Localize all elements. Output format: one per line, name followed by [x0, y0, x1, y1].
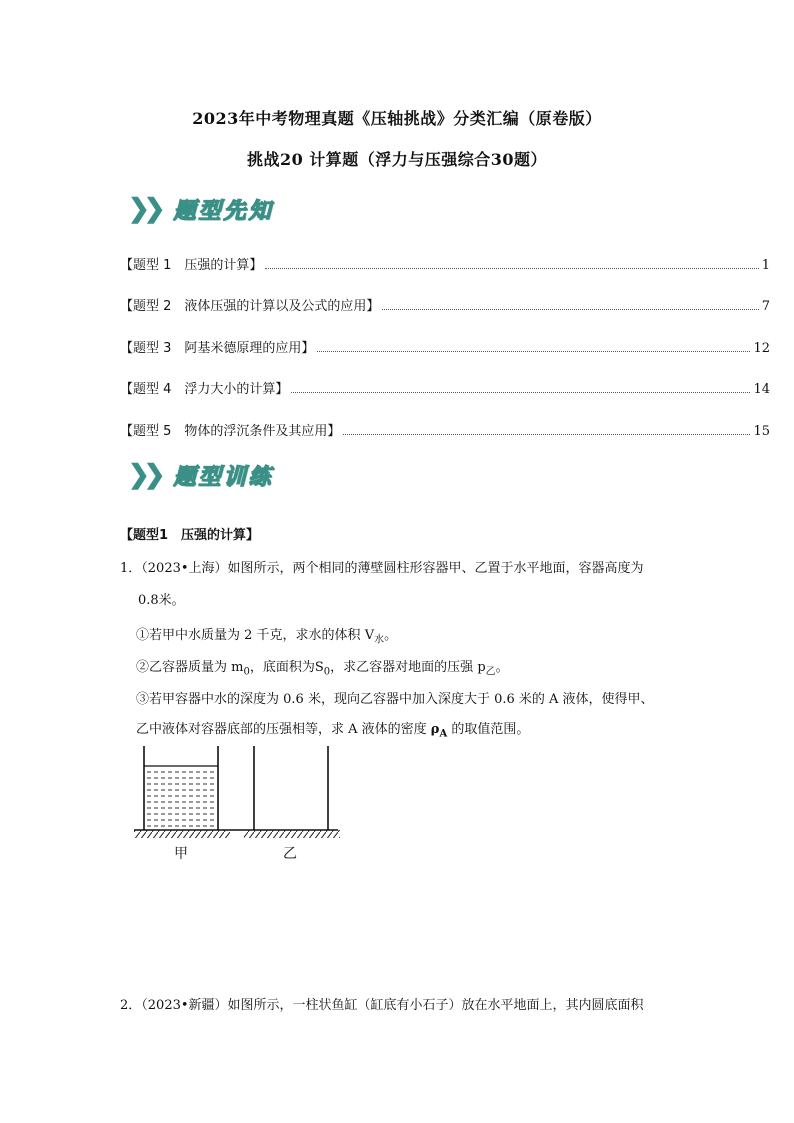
toc-leader-dots — [343, 434, 750, 435]
banner-overview — [128, 192, 274, 226]
question-1-part-3-line-1: ③若甲容器中水的深度为 0.6 米，现向乙容器中加入深度大于 0.6 米的 A 液体，使得甲、 — [136, 692, 654, 707]
toc-item-3[interactable] — [120, 338, 770, 356]
question-1-part-3-line-2 — [136, 718, 529, 740]
variable-rho: ρ — [430, 722, 440, 737]
toc-item-label: 【题型 3 阿基米德原理的应用】 — [120, 341, 315, 356]
toc-leader-dots — [265, 268, 758, 269]
part-end: 。 — [495, 660, 509, 675]
container-yi — [254, 746, 328, 830]
toc-item-label: 【题型 1 压强的计算】 — [120, 258, 263, 273]
banner-training-text: 题型训练 — [173, 463, 274, 490]
container-diagram — [134, 744, 344, 868]
question-1-part-2 — [136, 656, 509, 678]
banner-training — [128, 458, 274, 492]
document-title: 2023年中考物理真题《压轴挑战》分类汇编（原卷版） — [192, 109, 602, 128]
part-text: ②乙容器质量为 — [136, 660, 228, 675]
variable-subscript: 乙 — [485, 666, 496, 678]
part-end: 。 — [384, 628, 398, 643]
double-chevron-icon: ❯❯ — [128, 460, 160, 490]
toc-leader-dots — [291, 392, 750, 393]
toc-item-label: 【题型 2 液体压强的计算以及公式的应用】 — [120, 299, 380, 314]
toc-item-label: 【题型 4 浮力大小的计算】 — [120, 382, 289, 397]
question-number: 1． — [120, 561, 142, 576]
toc-page-number: 14 — [753, 382, 770, 397]
part-end: 的取值范围。 — [451, 722, 530, 737]
question-number: 2． — [120, 998, 142, 1013]
toc-leader-dots — [317, 351, 750, 352]
variable-subscript: 0 — [243, 666, 250, 678]
question-1-line-2: 0.8米。 — [138, 593, 185, 608]
variable-p: p — [477, 660, 486, 675]
label-yi: 乙 — [283, 846, 297, 862]
document-subtitle: 挑战20 计算题（浮力与压强综合30题） — [246, 150, 548, 169]
question-source: （2023•上海） — [141, 561, 228, 576]
variable-subscript: A — [439, 728, 448, 740]
toc-item-4[interactable] — [120, 379, 770, 397]
toc-item-5[interactable] — [120, 421, 770, 439]
part-text: ，求乙容器对地面的压强 — [330, 660, 474, 675]
toc-page-number: 15 — [753, 424, 770, 439]
question-1-line-1 — [120, 559, 644, 579]
part-text: ①若甲中水质量为 2 千克，求水的体积 — [136, 628, 361, 643]
toc-page-number: 12 — [753, 341, 770, 356]
toc-page-number: 1 — [761, 258, 770, 273]
banner-overview-text: 题型先知 — [173, 197, 274, 224]
toc-item-label: 【题型 5 物体的浮沉条件及其应用】 — [120, 424, 341, 439]
question-text: 如图所示，一柱状鱼缸（缸底有小石子）放在水平地面上，其内圆底面积 — [227, 998, 644, 1013]
question-text: 如图所示，两个相同的薄壁圆柱形容器甲、乙置于水平地面，容器高度为 — [227, 561, 644, 576]
variable-subscript: 水 — [374, 634, 385, 646]
part-text: ，底面积为 — [249, 660, 315, 675]
question-source: （2023•新疆） — [141, 998, 228, 1013]
toc-leader-dots — [382, 309, 758, 310]
ground — [134, 830, 340, 838]
part-text: 乙中液体对容器底部的压强相等，求 A 液体的密度 — [136, 722, 427, 737]
container-jia — [144, 746, 218, 830]
question-2-line-1 — [120, 996, 644, 1016]
section-heading: 【题型1 压强的计算】 — [120, 528, 260, 543]
variable-subscript: 0 — [323, 666, 331, 678]
variable-m: m — [231, 660, 244, 675]
question-1-part-1 — [136, 624, 397, 646]
variable-s: S — [314, 660, 324, 675]
toc-page-number: 7 — [761, 299, 770, 314]
toc-item-2[interactable] — [120, 296, 770, 314]
double-chevron-icon: ❯❯ — [128, 194, 160, 224]
toc-item-1[interactable] — [120, 255, 770, 273]
variable-v: V — [364, 628, 375, 643]
label-jia: 甲 — [174, 846, 188, 862]
